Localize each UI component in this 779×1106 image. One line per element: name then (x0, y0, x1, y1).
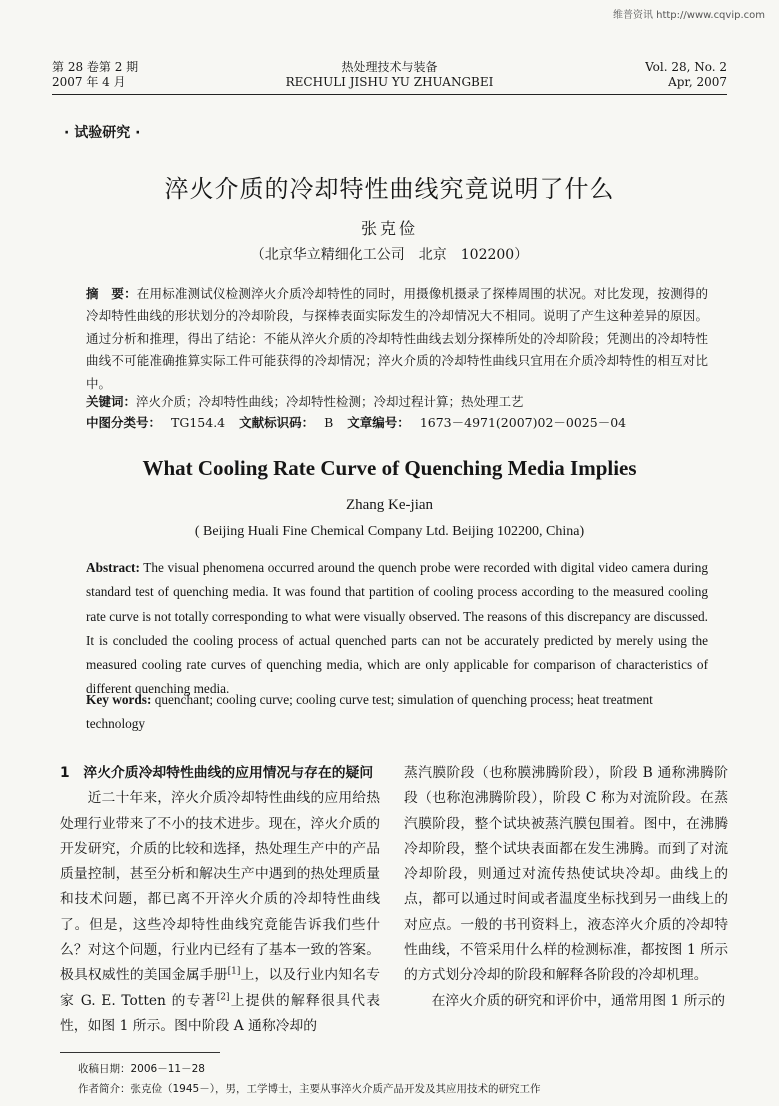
citation-ref[interactable]: [2] (216, 992, 230, 1003)
body-paragraph (60, 786, 380, 1039)
keywords-en-text: quenchant; cooling curve; cooling curve test; simulation of quenching process; heat treatment technology (86, 692, 653, 731)
body-paragraph: 在淬火介质的研究和评价中，通常用图 1 所示的 (431, 992, 726, 1009)
volume-issue-cn: 第 28 卷第 2 期 (52, 60, 139, 74)
section-tag: · 试验研究 · (64, 125, 141, 141)
body-column-left (60, 761, 380, 1039)
keywords-en (86, 688, 708, 736)
abstract-en (86, 556, 708, 702)
article-no-value: 1673－4971(2007)02－0025－04 (419, 415, 627, 430)
date-cn: 2007 年 4 月 (52, 75, 126, 89)
keywords-en-label: Key words: (86, 692, 152, 707)
header-rule (52, 94, 727, 95)
clc-label: 中图分类号： (86, 415, 162, 430)
footnote-author-intro: 作者简介：张克俭（1945－），男，工学博士，主要从事淬火介质产品开发及其应用技术的研究工作 (78, 1083, 541, 1095)
body-paragraph-continued: 蒸汽膜阶段（也称膜沸腾阶段），阶段 B 通称沸腾阶段（也称泡沸腾阶段），阶段 C 称为对流阶段。在蒸汽膜阶段，整个试块被蒸汽膜包围着。图中，在沸腾冷却阶段，整个试块表面都在发生沸腾。而到了对流冷却阶段，则通过对流传热使试块冷却。曲线上的点，都可以通过时间或者温度坐标找到另一曲线上的对应点。一般的书刊资料上，液态淬火介质的冷却特性曲线，不管采用什么样的检测标准，都按图 1 所示的方式划分冷却的阶段和解释各阶段的冷却机理。 (404, 765, 728, 984)
citation-ref[interactable]: [1] (227, 966, 241, 977)
journal-name-pinyin: RECHULI JISHU YU ZHUANGBEI (285, 75, 494, 89)
paragraph-text: 近二十年来，淬火介质冷却特性曲线的应用给热处理行业带来了不小的技术进步。现在，淬火介质的开发研究，介质的比较和选择，热处理生产中的产品质量控制，甚至分析和解决生产中遇到的热处理质量和技术问题，都已离不开淬火介质的冷却特性曲线了。但是，这些冷却特性曲线究竟能告诉我们些什么？对这个问题，行业内已经有了基本一致的答案。极具权威性的美国金属手册 (60, 790, 380, 984)
author-cn: 张克俭 (360, 219, 418, 238)
affiliation-cn: （北京华立精细化工公司 北京 102200） (250, 247, 529, 263)
body-column-right (404, 761, 728, 1014)
keywords-cn (86, 391, 708, 413)
article-no-label: 文章编号： (347, 415, 410, 430)
journal-name-cn: 热处理技术与装备 (341, 60, 438, 74)
footnote-rule (60, 1052, 220, 1053)
doc-code-value: B (324, 415, 334, 430)
classification-line (86, 412, 708, 434)
doc-code-label: 文献标识码： (239, 415, 315, 430)
date-en: Apr, 2007 (668, 75, 727, 89)
volume-issue-en: Vol. 28, No. 2 (645, 60, 727, 74)
paragraph-text: 上，以及行业内知名专家 G. E. Totten 的专著 (60, 967, 381, 1009)
paragraph-text: 上提供的解释很具代表性，如图 1 所示。图中阶段 A 通称冷却的 (60, 992, 381, 1034)
watermark: 维普资讯 http://www.cqvip.com (612, 10, 765, 21)
footnote-received-date: 收稿日期：2006－11－28 (78, 1063, 205, 1075)
affiliation-en: ( Beijing Huali Fine Chemical Company Ltd. Beijing 102200, China) (194, 524, 585, 539)
section-heading: 1 淬火介质冷却特性曲线的应用情况与存在的疑问 (60, 765, 374, 781)
abstract-en-label: Abstract: (86, 560, 140, 575)
abstract-cn (86, 283, 708, 395)
abstract-cn-text: 在用标准测试仪检测淬火介质冷却特性的同时，用摄像机摄录了探棒周围的状况。对比发现，按测得的冷却特性曲线的形状划分的冷却阶段，与探棒表面实际发生的冷却情况大不相同。说明了产生这种差异的原因。通过分析和推理，得出了结论：不能从淬火介质的冷却特性曲线去划分探棒所处的冷却阶段；凭测出的冷却特性曲线不可能准确推算实际工件可能获得的冷却情况；淬火介质的冷却特性曲线只宜用在介质冷却特性的相互对比中。 (86, 286, 708, 391)
keywords-cn-label: 关键词： (86, 394, 137, 409)
keywords-cn-text: 淬火介质；冷却特性曲线；冷却特性检测；冷却过程计算；热处理工艺 (136, 394, 524, 409)
author-en: Zhang Ke-jian (345, 497, 434, 513)
paper-title-cn: 淬火介质的冷却特性曲线究竟说明了什么 (164, 175, 615, 203)
abstract-en-text: The visual phenomena occurred around the quench probe were recorded with digital video camera during standard test of quenching media. It was found that partition of cooling process according to the measured cooling rate curve is not totally corresponding to what were visually observed. The reasons of this discrepancy are discussed. It is concluded the cooling process of actual quenched parts can not be accurately predicted by merely using the measured cooling rate curves of quenching media, which are only applicable for comparison of characteristics of different quenching media. (86, 560, 708, 697)
journal-volume-en (645, 60, 727, 90)
abstract-cn-label: 摘 要： (86, 286, 137, 301)
clc-value: TG154.4 (171, 415, 226, 430)
paper-title-en: What Cooling Rate Curve of Quenching Media Implies (142, 456, 637, 480)
